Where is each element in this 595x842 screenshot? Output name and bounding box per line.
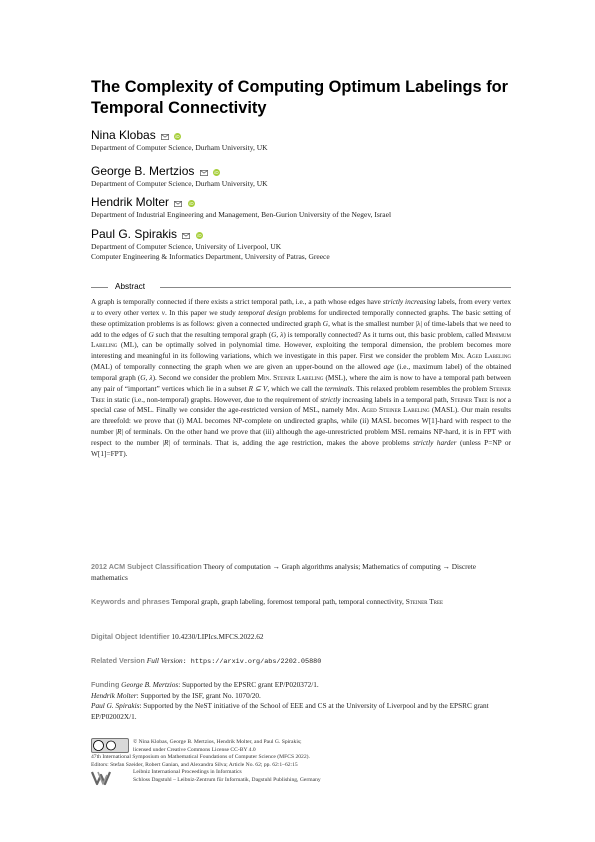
svg-text:iD: iD: [175, 134, 181, 140]
author-name: George B. Mertzios: [91, 164, 195, 178]
author-name: Paul G. Spirakis: [91, 227, 178, 241]
doi: [91, 632, 511, 643]
footer-editors: Editors: Stefan Szeider, Robert Ganian, and Alexandra Silva; Article No. 62; pp. 62:1–62:15: [91, 761, 298, 768]
author-block: [91, 128, 511, 153]
heading-rule: [160, 287, 511, 288]
envelope-icon[interactable]: [161, 129, 169, 143]
doi-link[interactable]: 10.4230/LIPIcs.MFCS.2022.62: [171, 632, 264, 641]
heading-rule: [91, 287, 108, 288]
abstract-text: A graph is temporally connected if there exists a strict temporal path, i.e., a path whose edges have strictly increasing labels, from every vertex u to every other vertex v. In this paper we study temporal design problems for undirected temporally connected graphs. The basic setting of these optimization problems is as follows: given a connected undirected graph G, what is the smallest number |λ| of time-labels that we need to add to the edges of G such that the resulting temporal graph (G, λ) is temporally connected? As it turns out, this basic problem, called Minimum Labeling (ML), can be optimally solved in polynomial time. However, exploiting the temporal dimension, the problem becomes more interesting and meaningful in its following variations, which we investigate in this paper. First we consider the problem Min. Aged Labeling (MAL) of temporally connecting the graph when we are given an upper-bound on the allowed age (i.e., maximum label) of the obtained temporal graph (G, λ). Second we consider the problem Min. Steiner Labeling (MSL), where the aim is now to have a temporal path between any pair of “important” vertices which lie in a subset R ⊆ V, which we call the terminals. This relaxed problem resembles the problem Steiner Tree in static (i.e., non-temporal) graphs. However, due to the requirement of strictly increasing labels in a temporal path, Steiner Tree is not a special case of MSL. Finally we consider the age-restricted version of MSL, namely Min. Aged Steiner Labeling (MASL). Our main results are threefold: we prove that (i) MAL becomes NP-complete on undirected graphs, while (ii) MASL becomes W[1]-hard with respect to the number |R| of terminals. On the other hand we prove that (iii) although the age-unrestricted problem MSL remains NP-hard, it is in FPT with respect to the number |R| of terminals. That is, adding the age restriction, makes the above problems strictly harder (unless P=NP or W[1]=FPT).: [91, 297, 512, 458]
lipics-logo: [91, 768, 131, 790]
meta-label: 2012 ACM Subject Classification: [91, 562, 202, 571]
author-affiliation: Computer Engineering & Informatics Department, University of Patras, Greece: [91, 251, 330, 261]
meta-value: Theory of computation → Graph algorithms analysis; Mathematics of computing → Discrete mathematics: [91, 562, 477, 582]
funding-what: : Supported by the EPSRC grant EP/P020372/1.: [178, 680, 319, 689]
footer-symposium: 47th International Symposium on Mathematical Foundations of Computer Science (MFCS 2022).: [91, 754, 310, 761]
author-name: Nina Klobas: [91, 128, 156, 142]
funding-who: Paul G. Spirakis: [91, 701, 140, 710]
abstract-heading: [91, 281, 511, 293]
footer-publisher: Schloss Dagstuhl – Leibniz-Zentrum für Informatik, Dagstuhl Publishing, Germany: [133, 776, 321, 783]
author-block: [91, 164, 511, 189]
author-affiliation: Department of Computer Science, Durham University, UK: [91, 178, 268, 188]
author-block: [91, 195, 511, 220]
funding-what: : Supported by the ISF, grant No. 1070/20.: [136, 690, 261, 700]
meta-value: Temporal graph, graph labeling, foremost temporal path, temporal connectivity,: [171, 597, 406, 606]
acm-classification: [91, 562, 511, 583]
orcid-icon[interactable]: [196, 228, 203, 242]
funding-what: : Supported by the NeST initiative of the School of EEE and CS at the University of Liverpool and by the EPSRC grant EP/P02002X/1.: [91, 701, 489, 721]
meta-label: Keywords and phrases: [91, 597, 170, 606]
author-affiliation: Department of Computer Science, Durham University, UK: [91, 142, 268, 152]
envelope-icon[interactable]: [200, 165, 208, 179]
meta-label: Digital Object Identifier: [91, 632, 170, 641]
footer-license: licensed under Creative Commons License CC-BY 4.0: [133, 746, 256, 753]
svg-text:iD: iD: [214, 170, 219, 176]
meta-label: Related Version: [91, 656, 145, 665]
abstract-title: Abstract: [115, 282, 146, 291]
paper-title: The Complexity of Computing Optimum Labelings for Temporal Connectivity: [91, 78, 509, 117]
funding: [91, 680, 511, 722]
footer-series: Leibniz International Proceedings in Informatics: [133, 769, 242, 776]
paper-footer: [91, 739, 511, 785]
envelope-icon[interactable]: [182, 228, 190, 242]
orcid-icon[interactable]: [174, 129, 181, 143]
related-url-link[interactable]: : https://arxiv.org/abs/2202.05880: [182, 658, 322, 666]
orcid-icon[interactable]: [188, 196, 195, 210]
svg-text:iD: iD: [189, 201, 194, 207]
funding-who: Hendrik Molter: [91, 690, 137, 700]
author-affiliation: Department of Industrial Engineering and Management, Ben-Gurion University of the Negev, Israel: [91, 209, 392, 219]
author-affiliation: Department of Computer Science, University of Liverpool, UK: [91, 241, 282, 251]
keywords: [91, 597, 511, 608]
funding-who: George B. Mertzios: [121, 680, 179, 689]
envelope-icon[interactable]: [174, 196, 182, 210]
related-version: [91, 656, 511, 668]
footer-copyright: © Nina Klobas, George B. Mertzios, Hendrik Molter, and Paul G. Spirakis;: [133, 739, 302, 745]
meta-value: Steiner Tree: [405, 597, 444, 606]
meta-label: Funding: [91, 680, 120, 689]
author-name: Hendrik Molter: [91, 195, 170, 209]
svg-text:iD: iD: [197, 233, 202, 239]
meta-value: Full Version: [146, 656, 183, 665]
author-block: [91, 227, 511, 262]
orcid-icon[interactable]: [213, 165, 220, 179]
